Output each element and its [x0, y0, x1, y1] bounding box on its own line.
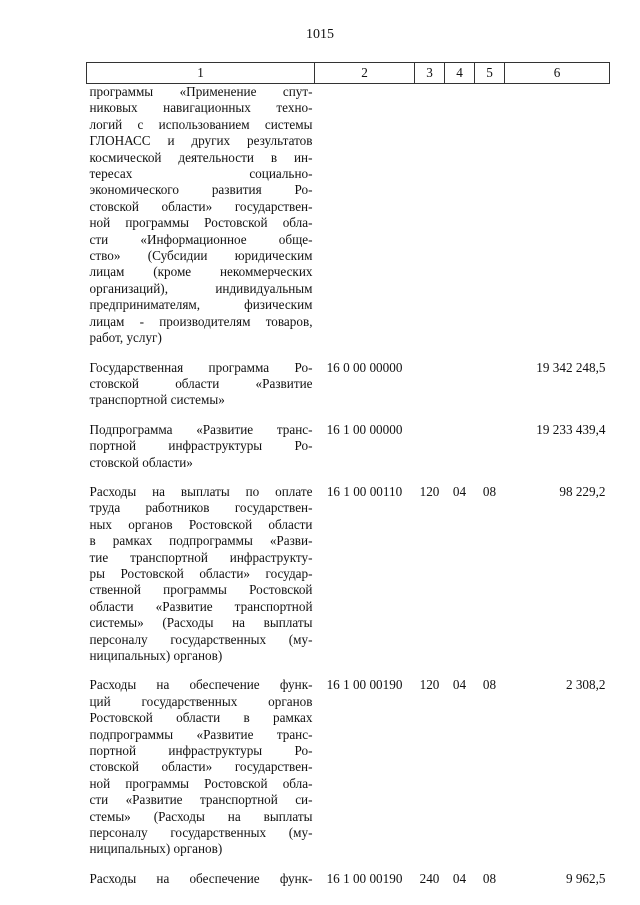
page-number: 1015 — [306, 27, 334, 42]
row-name-line: транспортной системы» — [89, 392, 225, 408]
row-name-line: ство» (Субсидии юридическим — [89, 248, 313, 264]
row-name-line: Ростовской области в рамках — [89, 710, 313, 726]
row-name-line: системы» (Расходы на выплаты — [89, 615, 313, 631]
row-name-line: лицам - производителям товаров, — [89, 313, 313, 329]
row-name-line: в рамках подпрограммы «Разви- — [89, 533, 313, 549]
row-name-cell — [87, 484, 315, 664]
row-name-line: предпринимателям, физическим — [89, 297, 313, 313]
row-rz-cell: 04 — [452, 483, 467, 499]
row-name-line: сти «Развитие транспортной си- — [89, 792, 313, 808]
row-vr-cell: 240 — [419, 870, 440, 886]
row-name-line: работ, услуг) — [89, 330, 162, 346]
row-sum-cell: 19 342 248,5 — [536, 359, 606, 375]
row-rz-cell — [445, 360, 475, 409]
row-name-line: ной программы Ростовской обла- — [89, 775, 313, 791]
row-sum-cell — [505, 84, 610, 347]
row-name-line: персоналу государственных (му- — [89, 825, 313, 841]
table-row — [87, 360, 610, 409]
row-name-line: космической деятельности в ин- — [89, 149, 313, 165]
row-pr-cell — [475, 360, 505, 409]
row-vr-cell — [415, 84, 445, 347]
row-name-line: ры Ростовской области» государ- — [89, 565, 313, 581]
row-vr-cell: 120 — [419, 483, 440, 499]
row-spacer — [87, 347, 610, 360]
row-name-line: ниципальных) органов) — [89, 841, 223, 857]
row-code-cell: 16 1 00 00190 — [326, 677, 403, 693]
row-name-line: тересах социально- — [89, 166, 313, 182]
row-name-line: области «Развитие транспортной — [89, 598, 313, 614]
table-body — [87, 84, 610, 888]
row-sum-cell: 9 962,5 — [565, 870, 606, 886]
table-row — [87, 84, 610, 347]
row-name-line: программы «Применение спут- — [89, 84, 313, 99]
row-code-cell: 16 1 00 00000 — [326, 421, 403, 437]
row-name-cell — [87, 422, 315, 471]
row-name-line: тие транспортной инфраструкту- — [89, 549, 313, 565]
row-pr-cell: 08 — [482, 870, 497, 886]
row-spacer-cell — [87, 471, 610, 484]
header-col-sum: 6 — [505, 63, 610, 84]
row-sum-cell: 98 229,2 — [559, 483, 606, 499]
header-col-name: 1 — [87, 63, 315, 84]
row-sum-cell: 2 308,2 — [565, 677, 606, 693]
row-spacer-cell — [87, 858, 610, 871]
row-name-line: лицам (кроме некоммерческих — [89, 264, 313, 280]
table-row — [87, 484, 610, 664]
row-name-line: сти «Информационное обще- — [89, 231, 313, 247]
row-pr-cell: 08 — [482, 677, 497, 693]
row-name-line: Подпрограмма «Развитие транс- — [89, 421, 313, 437]
row-name-line: ных органов Ростовской области — [89, 516, 313, 532]
row-name-line: портной инфраструктуры Ро- — [89, 743, 313, 759]
row-name-line: ственной программы Ростовской — [89, 582, 313, 598]
row-code-cell: 16 1 00 00190 — [326, 870, 403, 886]
row-vr-cell — [415, 422, 445, 471]
row-name-cell — [87, 677, 315, 857]
row-rz-cell — [445, 84, 475, 347]
row-code-cell: 16 0 00 00000 — [326, 359, 403, 375]
row-spacer-cell — [87, 409, 610, 422]
table-row — [87, 677, 610, 857]
header-col-rz: 4 — [445, 63, 475, 84]
row-name-line: логий с использованием системы — [89, 116, 313, 132]
header-col-code: 2 — [315, 63, 415, 84]
row-name-line: организаций), индивидуальным — [89, 280, 313, 296]
row-spacer — [87, 409, 610, 422]
row-name-line: Государственная программа Ро- — [89, 359, 313, 375]
row-name-line: стовской области» государствен- — [89, 759, 313, 775]
budget-table — [86, 62, 610, 887]
row-vr-cell: 120 — [419, 677, 440, 693]
header-col-pr: 5 — [475, 63, 505, 84]
row-name-line: Расходы на обеспечение функ- — [89, 677, 313, 693]
header-col-vr: 3 — [415, 63, 445, 84]
row-name-cell — [87, 84, 315, 347]
row-code-cell — [315, 84, 415, 347]
row-rz-cell — [445, 422, 475, 471]
row-pr-cell — [475, 84, 505, 347]
row-name-line: портной инфраструктуры Ро- — [89, 438, 313, 454]
table-row — [87, 871, 610, 887]
row-spacer-cell — [87, 347, 610, 360]
row-vr-cell — [415, 360, 445, 409]
row-name-cell — [87, 360, 315, 409]
row-name-line: Расходы на обеспечение функ- — [89, 870, 313, 886]
row-rz-cell: 04 — [452, 677, 467, 693]
row-name-line: ГЛОНАСС и других результатов — [89, 133, 313, 149]
row-name-line: стовской области «Развитие — [89, 375, 313, 391]
row-sum-cell: 19 233 439,4 — [536, 421, 606, 437]
row-name-line: никовых навигационных техно- — [89, 100, 313, 116]
row-code-cell: 16 1 00 00110 — [326, 483, 403, 499]
row-rz-cell: 04 — [452, 870, 467, 886]
row-name-line: ций государственных органов — [89, 693, 313, 709]
table-header-row — [87, 63, 610, 84]
row-name-line: ной программы Ростовской обла- — [89, 215, 313, 231]
row-name-line: персоналу государственных (му- — [89, 631, 313, 647]
table-row — [87, 422, 610, 471]
row-pr-cell: 08 — [482, 483, 497, 499]
row-spacer-cell — [87, 664, 610, 677]
row-spacer — [87, 664, 610, 677]
row-name-cell — [87, 871, 315, 887]
row-name-line: стовской области» государствен- — [89, 198, 313, 214]
row-name-line: подпрограммы «Развитие транс- — [89, 726, 313, 742]
row-name-line: труда работников государствен- — [89, 500, 313, 516]
row-spacer — [87, 471, 610, 484]
row-name-line: стемы» (Расходы на выплаты — [89, 808, 313, 824]
row-pr-cell — [475, 422, 505, 471]
row-spacer — [87, 858, 610, 871]
row-name-line: стовской области» — [89, 454, 193, 470]
row-name-line: экономического развития Ро- — [89, 182, 313, 198]
row-name-line: ниципальных) органов) — [89, 648, 223, 663]
row-name-line: Расходы на выплаты по оплате — [89, 483, 313, 499]
